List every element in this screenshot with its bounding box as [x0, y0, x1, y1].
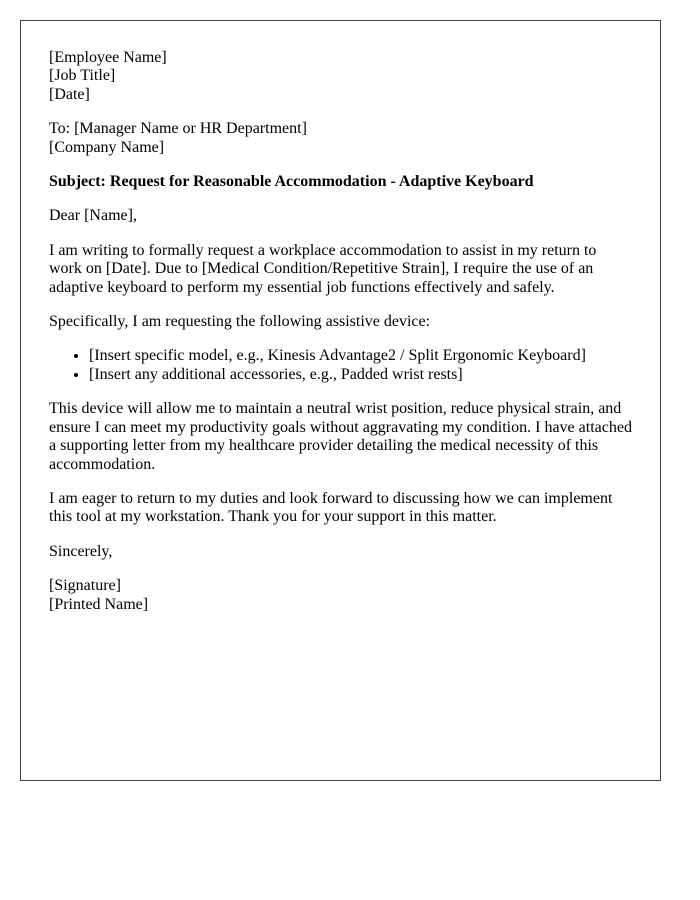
subject-line: Subject: Request for Reasonable Accommodation - Adaptive Keyboard [49, 173, 534, 191]
recipient-to: To: [Manager Name or HR Department] [49, 120, 307, 138]
recipient-company: [Company Name] [49, 138, 165, 156]
list-item: • [Insert any additional accessories, e.g., Padded wrist rests] [89, 366, 632, 384]
valediction: Sincerely, [49, 542, 113, 560]
sender-name: [Employee Name] [49, 49, 167, 66]
salutation: Dear [Name], [49, 207, 137, 225]
list-item: • [Insert specific model, e.g., Kinesis Advantage2 / Split Ergonomic Keyboard] [89, 347, 632, 365]
printed-name: [Printed Name] [49, 595, 149, 613]
sender-title: [Job Title] [49, 67, 116, 85]
signature: [Signature] [49, 577, 121, 595]
device-list [49, 347, 632, 384]
letter-date: [Date] [49, 85, 90, 103]
closing-paragraph: I am eager to return to my duties and look forward to discussing how we can implement this tool at my workstation. Thank you for your support in this matter. [49, 489, 613, 526]
benefit-paragraph: This device will allow me to maintain a neutral wrist position, reduce physical strain, and ensure I can meet my productivity goals without aggravating my condition. I have attached a supporting letter from my healthcare provider detailing the medical necessity of this accommodation. [49, 400, 632, 473]
intro-paragraph: I am writing to formally request a workplace accommodation to assist in my return to work on [Date]. Due to [Medical Condition/Repetitive Strain], I require the use of an adaptive keyboard to perform my essential job functions effectively and safely. [49, 241, 597, 296]
letter-document [20, 20, 661, 781]
signature-block [49, 577, 632, 614]
request-lead: Specifically, I am requesting the following assistive device: [49, 313, 431, 331]
recipient-block [49, 120, 632, 157]
sender-block [49, 49, 632, 104]
